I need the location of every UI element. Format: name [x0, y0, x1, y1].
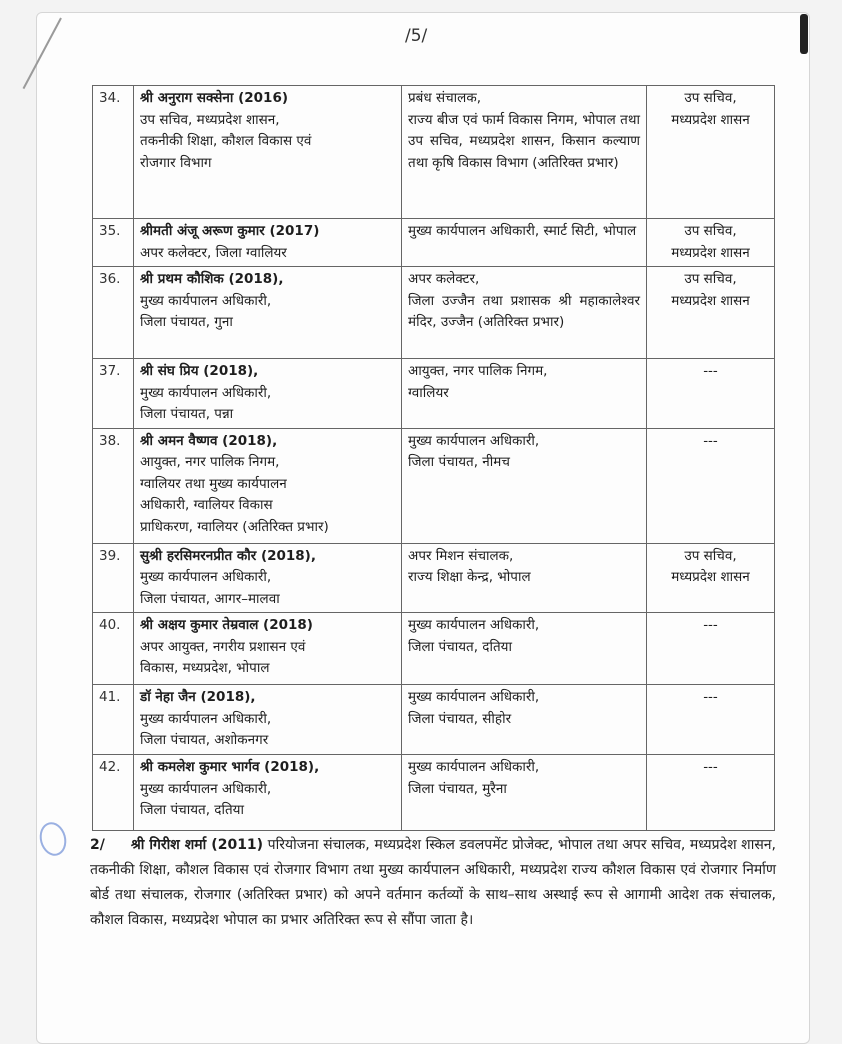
officer-cell	[134, 267, 402, 359]
current-posting: अपर कलेक्टर, जिला ग्वालियर	[140, 244, 287, 261]
new-posting: अपर कलेक्टर, जिला उज्जैन तथा प्रशासक श्री महाकालेश्वर मंदिर, उज्जैन (अतिरिक्त प्रभार)	[402, 267, 647, 359]
officer-cell	[134, 359, 402, 429]
additional-charge: ---	[647, 685, 775, 755]
serial-number: 40.	[93, 613, 134, 685]
officer-cell	[134, 219, 402, 267]
screen-edge	[800, 14, 808, 54]
new-posting: मुख्य कार्यपालन अधिकारी, जिला पंचायत, मुरैना	[402, 755, 647, 831]
serial-number: 38.	[93, 428, 134, 543]
page-number: /5/	[405, 26, 428, 46]
table-row	[93, 755, 775, 831]
officer-name: श्री अनुराग सक्सेना (2016)	[140, 90, 289, 106]
serial-number: 39.	[93, 543, 134, 613]
table-row	[93, 613, 775, 685]
additional-charge: उप सचिव, मध्यप्रदेश शासन	[647, 267, 775, 359]
additional-charge: उप सचिव, मध्यप्रदेश शासन	[647, 86, 775, 219]
additional-charge: ---	[647, 755, 775, 831]
additional-charge: ---	[647, 613, 775, 685]
paragraph-text: परियोजना संचालक, मध्यप्रदेश स्किल डवलपमेंट प्रोजेक्ट, भोपाल तथा अपर सचिव, मध्यप्रदेश शासन, तकनीकी शिक्षा, कौशल विकास एवं रोजगार विभाग तथा मुख्य कार्यपालन अधिकारी, मध्यप्रदेश राज्य कौशल विकास एवं रोजगार निर्माण बोर्ड तथा संचालक, रोजगार (अतिरिक्त प्रभार) को अपने वर्तमान कर्तव्यों के साथ–साथ अस्थाई रूप से आगामी आदेश तक संचालक, कौशल विकास, मध्यप्रदेश भोपाल का प्रभार अतिरिक्त रूप से सौंपा जाता है।	[90, 837, 777, 928]
new-posting: मुख्य कार्यपालन अधिकारी, जिला पंचायत, सीहोर	[402, 685, 647, 755]
current-posting: आयुक्त, नगर पालिक निगम, ग्वालियर तथा मुख्य कार्यपालन अधिकारी, ग्वालियर विकास प्राधिकरण, ग्वालियर (अतिरिक्त प्रभार)	[140, 454, 329, 535]
new-posting: आयुक्त, नगर पालिक निगम, ग्वालियर	[402, 359, 647, 429]
serial-number: 34.	[93, 86, 134, 219]
additional-charge: ---	[647, 428, 775, 543]
table-row	[93, 685, 775, 755]
officer-cell	[134, 86, 402, 219]
additional-charge: उप सचिव, मध्यप्रदेश शासन	[647, 543, 775, 613]
table-row	[93, 219, 775, 267]
officer-cell	[134, 428, 402, 543]
table-row	[93, 86, 775, 219]
additional-charge: उप सचिव, मध्यप्रदेश शासन	[647, 219, 775, 267]
new-posting: मुख्य कार्यपालन अधिकारी, जिला पंचायत, नीमच	[402, 428, 647, 543]
table-row	[93, 543, 775, 613]
table-row	[93, 359, 775, 429]
new-posting: मुख्य कार्यपालन अधिकारी, स्मार्ट सिटी, भोपाल	[402, 219, 647, 267]
serial-number: 41.	[93, 685, 134, 755]
officer-name: श्री अक्षय कुमार तेम्रवाल (2018)	[140, 617, 313, 633]
transfer-table	[92, 85, 775, 831]
current-posting: अपर आयुक्त, नगरीय प्रशासन एवं विकास, मध्यप्रदेश, भोपाल	[140, 638, 306, 676]
order-paragraph	[90, 833, 776, 933]
officer-cell	[134, 755, 402, 831]
officer-cell	[134, 613, 402, 685]
officer-name: श्री प्रथम कौशिक (2018),	[140, 271, 284, 287]
current-posting: मुख्य कार्यपालन अधिकारी, जिला पंचायत, दतिया	[140, 780, 272, 818]
officer-name: श्री संघ प्रिय (2018),	[140, 363, 259, 379]
officer-name: श्री कमलेश कुमार भार्गव (2018),	[140, 759, 320, 775]
serial-number: 36.	[93, 267, 134, 359]
officer-name: डॉ नेहा जैन (2018),	[140, 689, 256, 705]
serial-number: 35.	[93, 219, 134, 267]
new-posting: मुख्य कार्यपालन अधिकारी, जिला पंचायत, दतिया	[402, 613, 647, 685]
officer-cell	[134, 685, 402, 755]
officer-cell	[134, 543, 402, 613]
current-posting: मुख्य कार्यपालन अधिकारी, जिला पंचायत, आगर–मालवा	[140, 569, 280, 607]
officer-name: श्री गिरीश शर्मा (2011)	[130, 837, 264, 853]
additional-charge: ---	[647, 359, 775, 429]
serial-number: 37.	[93, 359, 134, 429]
officer-name: श्रीमती अंजू अरूण कुमार (2017)	[140, 223, 320, 239]
serial-number: 42.	[93, 755, 134, 831]
current-posting: मुख्य कार्यपालन अधिकारी, जिला पंचायत, अशोकनगर	[140, 710, 272, 748]
current-posting: मुख्य कार्यपालन अधिकारी, जिला पंचायत, गुना	[140, 292, 272, 330]
current-posting: मुख्य कार्यपालन अधिकारी, जिला पंचायत, पन्ना	[140, 384, 272, 422]
new-posting: अपर मिशन संचालक, राज्य शिक्षा केन्द्र, भोपाल	[402, 543, 647, 613]
officer-name: सुश्री हरसिमरनप्रीत कौर (2018),	[140, 547, 316, 564]
table-row	[93, 267, 775, 359]
current-posting: उप सचिव, मध्यप्रदेश शासन, तकनीकी शिक्षा, कौशल विकास एवं रोजगार विभाग	[140, 111, 312, 171]
paragraph-number: 2/	[90, 837, 105, 853]
officer-name: श्री अमन वैष्णव (2018),	[140, 432, 278, 449]
new-posting: प्रबंध संचालक, राज्य बीज एवं फार्म विकास निगम, भोपाल तथा उप सचिव, मध्यप्रदेश शासन, किसान कल्याण तथा कृषि विकास विभाग (अतिरिक्त प्रभार)	[402, 86, 647, 219]
table-row	[93, 428, 775, 543]
